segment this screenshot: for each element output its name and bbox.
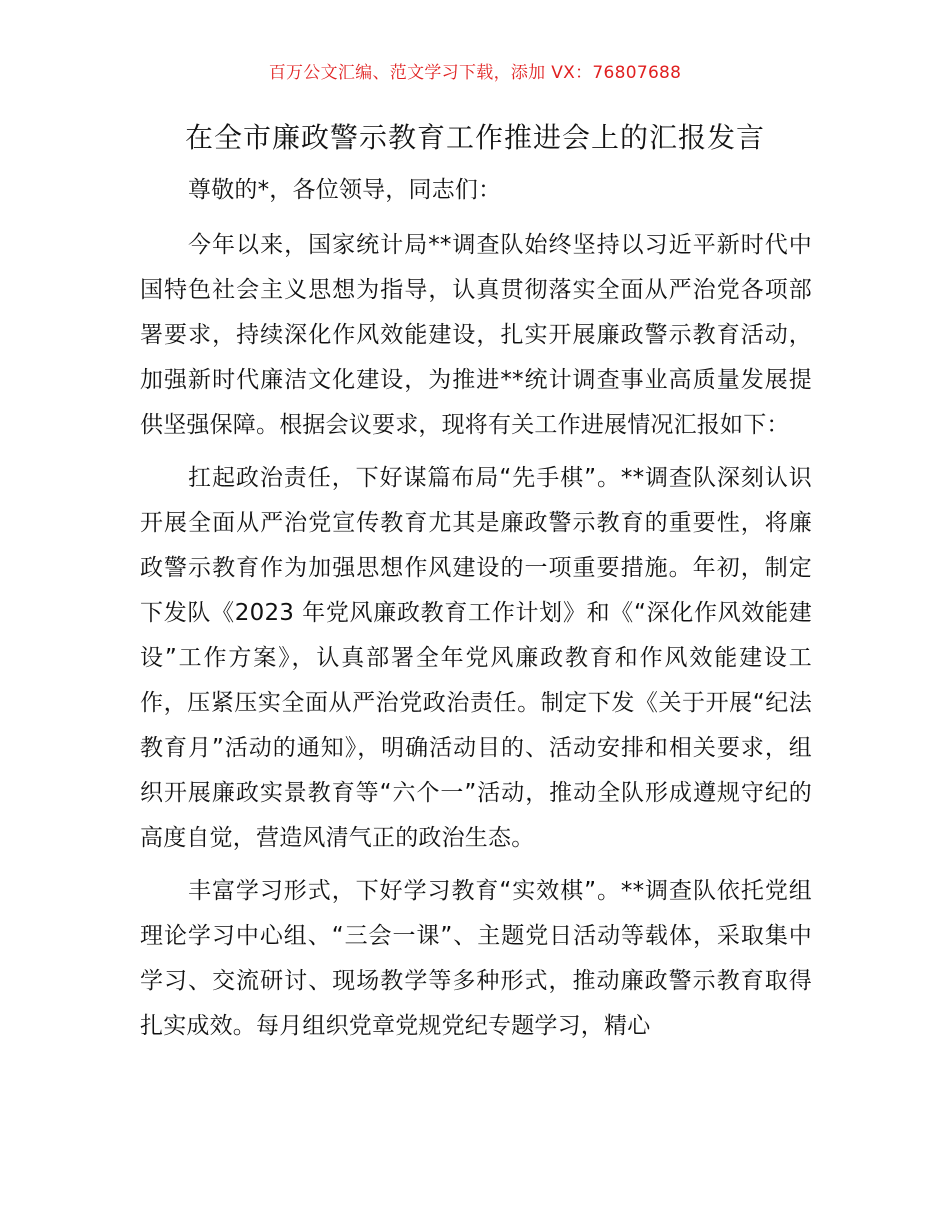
watermark-header: 百万公文汇编、范文学习下载，添加 VX：76807688 [268, 63, 682, 83]
paragraph-learning-forms: 丰富学习形式，下好学习教育“实效棋”。**调查队依托党组理论学习中心组、“三会一课”、主题党日活动等载体，采取集中学习、交流研讨、现场教学等多种形式，推动廉政警示教育取得扎实成效。每月组织党章党规党纪专题学习，精心 [140, 878, 812, 1039]
paragraph-intro: 今年以来，国家统计局**调查队始终坚持以习近平新时代中国特色社会主义思想为指导，认真贯彻落实全面从严治党各项部署要求，持续深化作风效能建设，扎实开展廉政警示教育活动，加强新时代廉洁文化建设，为推进**统计调查事业高质量发展提供坚强保障。根据会议要求，现将有关工作进展情况汇报如下： [140, 232, 812, 438]
document-body [140, 168, 812, 1049]
paragraph-political-responsibility: 扛起政治责任，下好谋篇布局“先手棋”。**调查队深刻认识开展全面从严治党宣传教育尤其是廉政警示教育的重要性，将廉政警示教育作为加强思想作风建设的一项重要措施。年初，制定下发队《2023 年党风廉政教育工作计划》和《“深化作风效能建设”工作方案》，认真部署全年党风廉政教育和作风效能建设工作，压紧压实全面从严治党政治责任。制定下发《关于开展“纪法教育月”活动的通知》，明确活动目的、活动安排和相关要求，组织开展廉政实景教育等“六个一”活动，推动全队形成遵规守纪的高度自觉，营造风清气正的政治生态。 [140, 465, 812, 851]
greeting-line: 尊敬的*，各位领导，同志们： [188, 177, 502, 203]
document-title: 在全市廉政警示教育工作推进会上的汇报发言 [184, 121, 765, 154]
